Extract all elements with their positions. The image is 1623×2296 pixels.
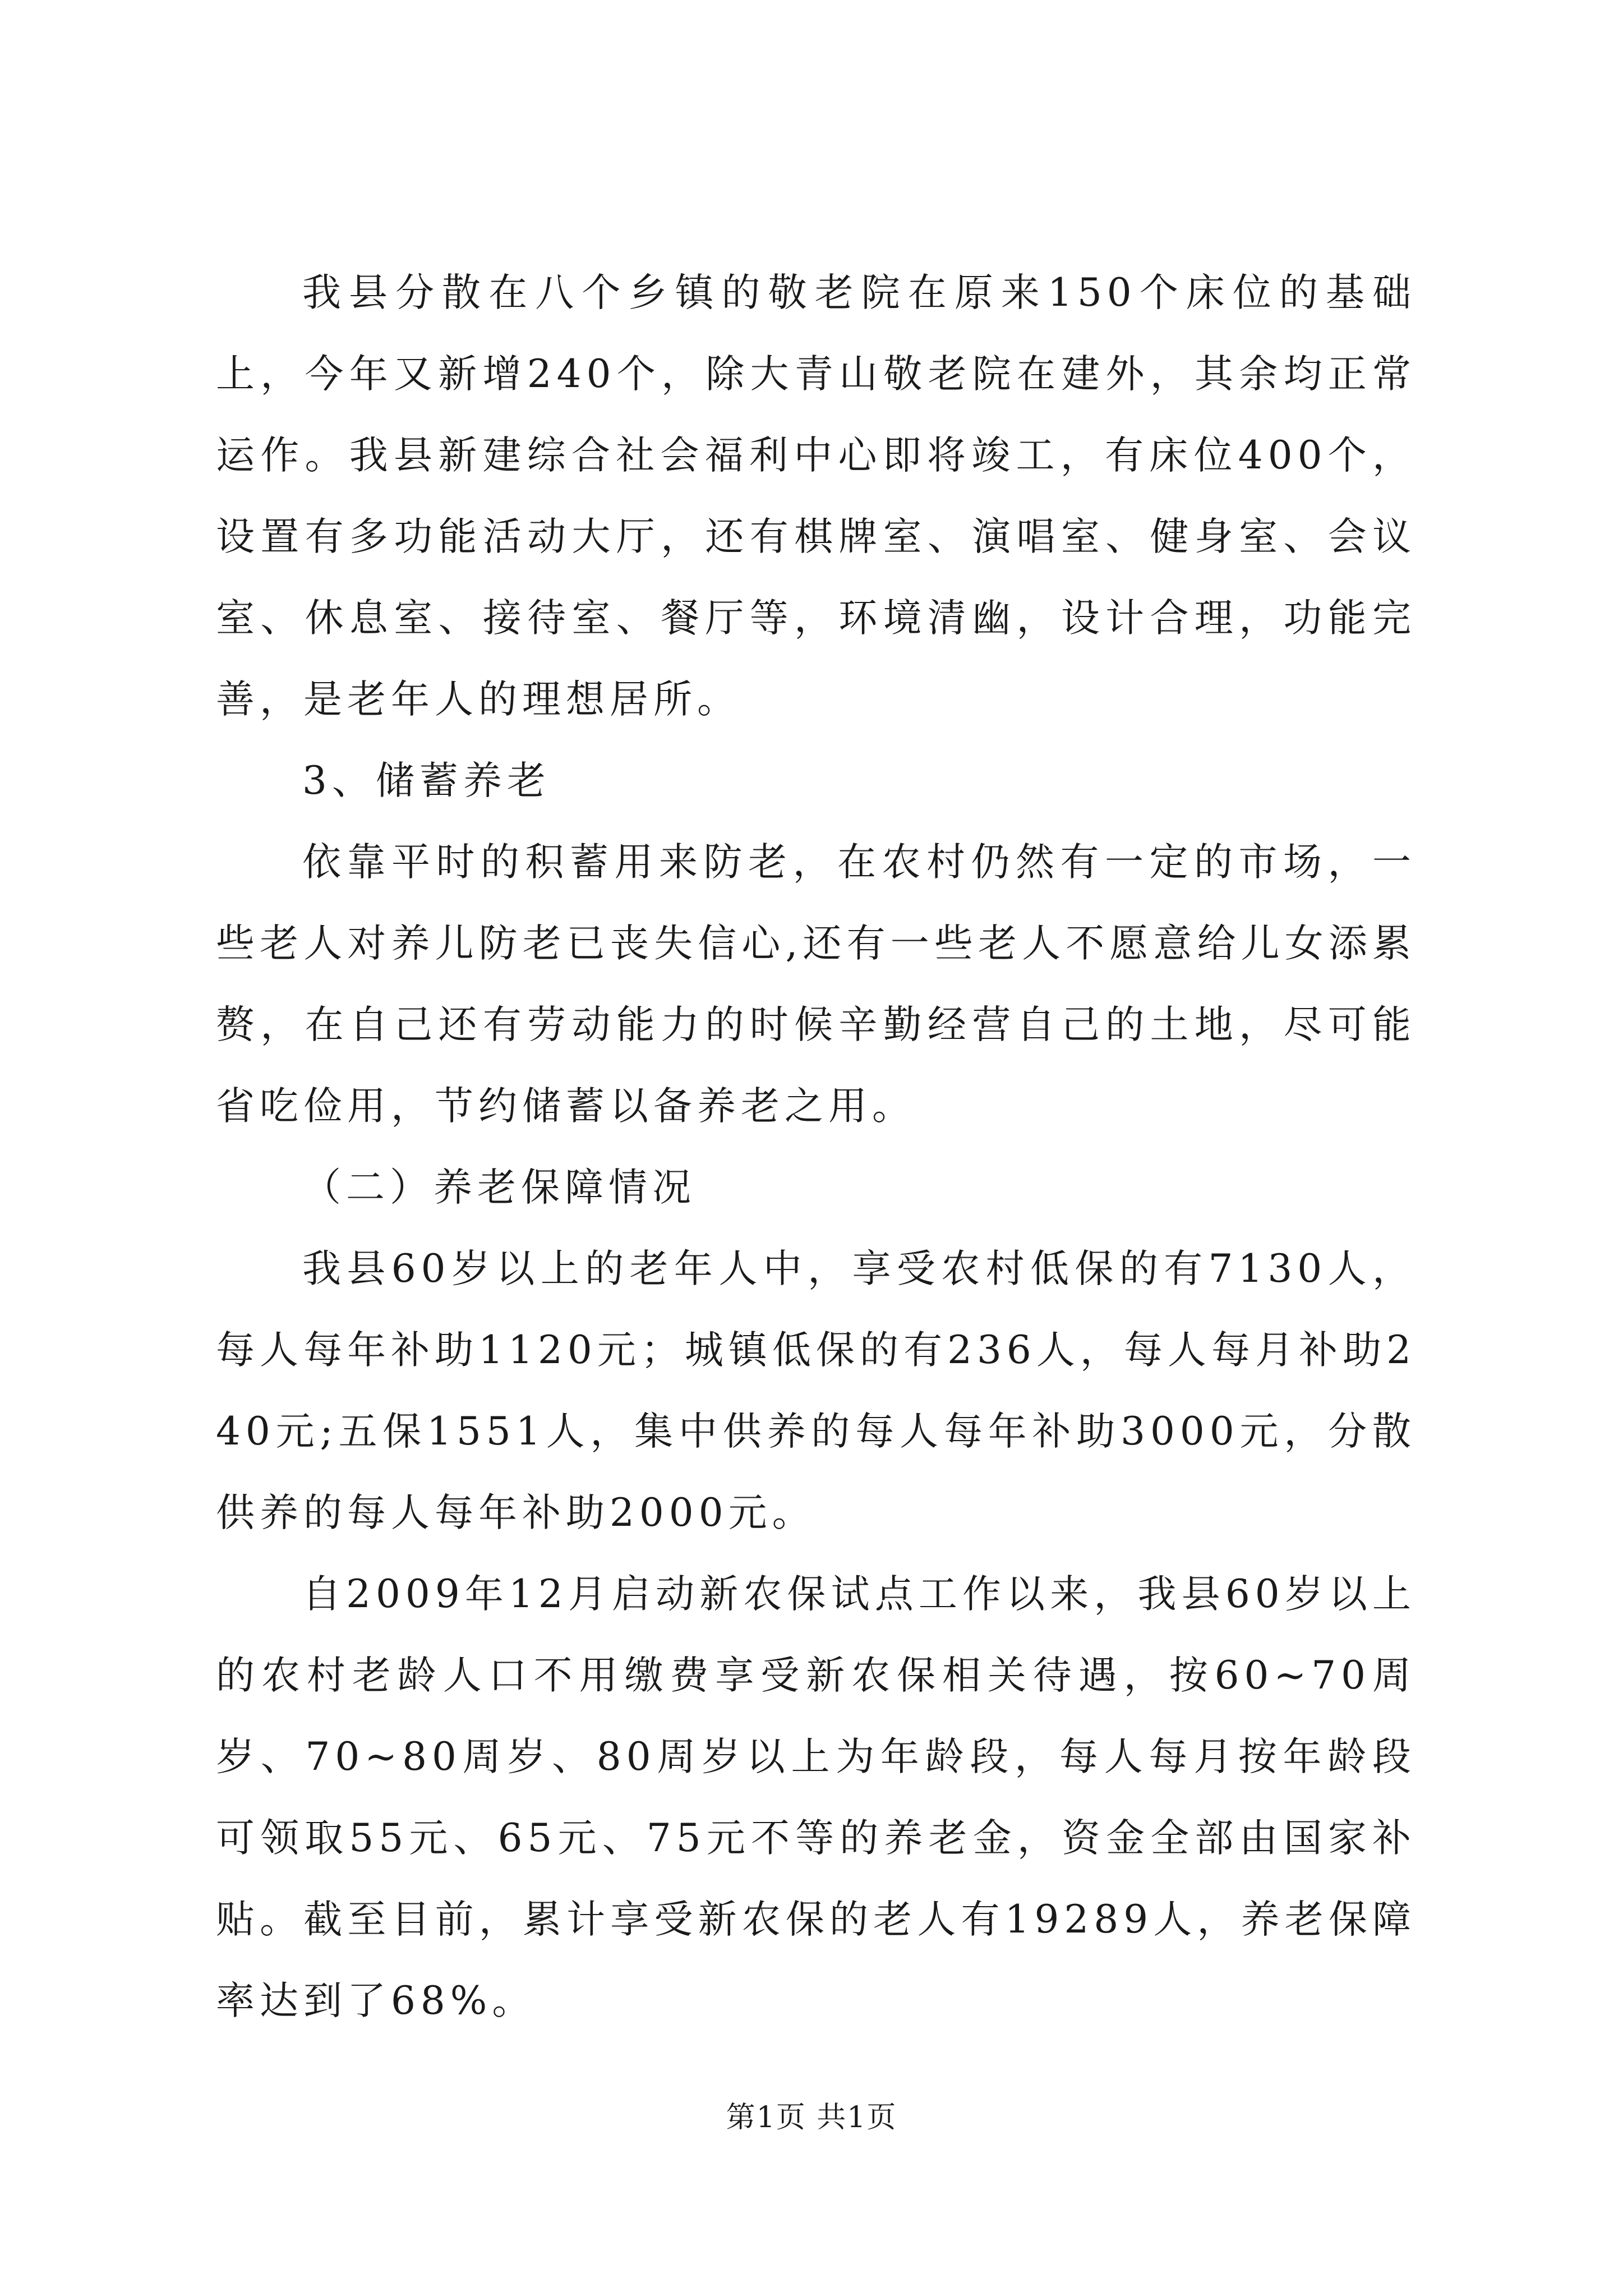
section-heading-savings: 3、储蓄养老 — [302, 758, 551, 803]
paragraph-pension: 自2009年12月启动新农保试点工作以来，我县60岁以上的农村老龄人口不用缴费享受新农保相关待遇，按60~70周岁、70~80周岁、80周岁以上为年龄段，每人每月按年龄段可领取55元、65元、75元不等的养老金，资金全部由国家补贴。截至目前，累计享受新农保的老人有19289人，养老保障率达到了68%。 — [216, 1572, 1416, 2023]
paragraph-nursing-homes: 我县分散在八个乡镇的敬老院在原来150个床位的基础上，今年又新增240个，除大青山敬老院在建外，其余均正常运作。我县新建综合社会福利中心即将竣工，有床位400个，设置有多功能活动大厅，还有棋牌室、演唱室、健身室、会议室、休息室、接待室、餐厅等，环境清幽，设计合理，功能完善，是老年人的理想居所。 — [216, 270, 1416, 722]
document-body — [216, 252, 1416, 2042]
page-footer: 第1页 共1页 — [726, 2101, 897, 2134]
paragraph-subsidies: 我县60岁以上的老年人中，享受农村低保的有7130人，每人每年补助1120元；城镇低保的有236人，每人每月补助240元;五保1551人，集中供养的每人每年补助3000元，分散供养的每人每年补助2000元。 — [216, 1246, 1416, 1535]
paragraph-savings: 依靠平时的积蓄用来防老，在农村仍然有一定的市场，一些老人对养儿防老已丧失信心,还有一些老人不愿意给儿女添累赘，在自己还有劳动能力的时候辛勤经营自己的土地，尽可能省吃俭用，节约储蓄以备养老之用。 — [216, 840, 1416, 1129]
section-heading-security: （二）养老保障情况 — [302, 1165, 696, 1210]
